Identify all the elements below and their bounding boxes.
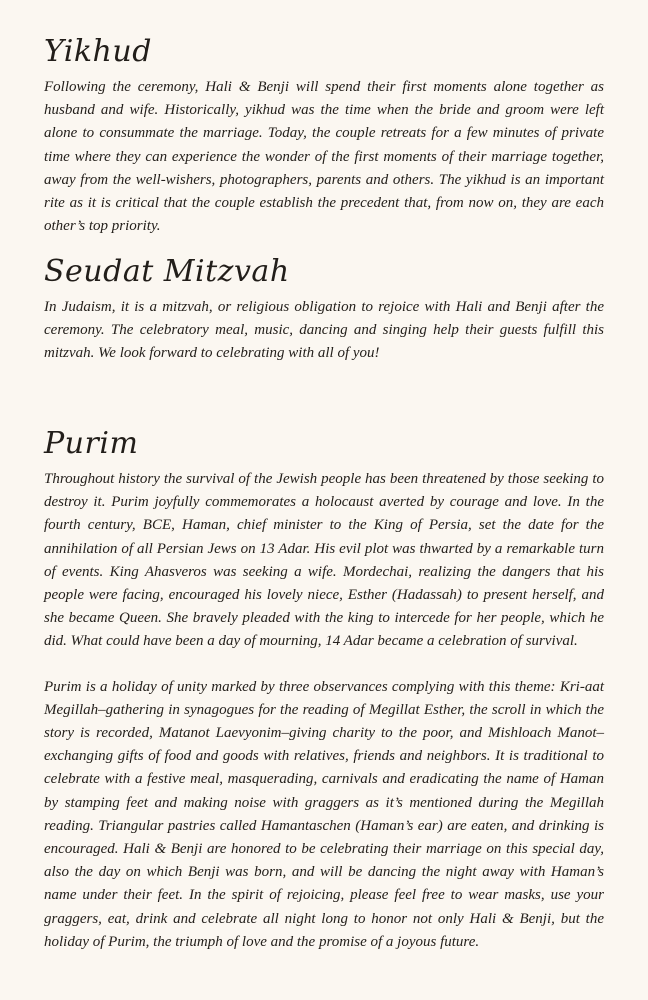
paragraph-spacer bbox=[44, 654, 604, 676]
purim-paragraph-history: Throughout history the survival of the Jewish people has been threatened by those seeking to destroy it. Purim joyfully commemorates a holocaust averted by courage and love. In the fourth century, BCE, Haman, chief minister to the King of Persia, set the date for the annihilation of all Persian Jews on 13 Adar. His evil plot was thwarted by a remarkable turn of events. King Ahasveros was seeking a wife. Mordechai, realizing the dangers that his people were facing, encouraged his lovely niece, Esther (Hadassah) to present herself, and she became Queen. She bravely pleaded with the king to intercede for her people, which he did. What could have been a day of mourning, 14 Adar became a celebration of survival. bbox=[44, 471, 604, 650]
seudat-mitzvah-paragraph: In Judaism, it is a mitzvah, or religious obligation to rejoice with Hali and Benji after the ceremony. The celebratory meal, music, dancing and singing help their guests fulfill this mitzvah. We look forward to celebrating with all of you! bbox=[44, 299, 604, 362]
yikhud-section bbox=[44, 28, 604, 238]
seudat-mitzvah-heading: Seudat Mitzvah bbox=[44, 254, 290, 289]
yikhud-heading: Yikhud bbox=[44, 34, 152, 69]
purim-heading: Purim bbox=[44, 426, 139, 461]
yikhud-paragraph: Following the ceremony, Hali & Benji will spend their first moments alone together as husband and wife. Historically, yikhud was the time when the bride and groom were left alone to consummate the marriage. Today, the couple retreats for a few minutes of private time where they can experience the wonder of the first moments of their marriage together, away from the well-wishers, photographers, parents and others. The yikhud is an important rite as it is critical that the couple establish the precedent that, from now on, they are each other’s top priority. bbox=[44, 79, 604, 235]
purim-paragraph-observances: Purim is a holiday of unity marked by three observances complying with this theme: Kri-aat Megillah–gathering in synagogues for the reading of Megillat Esther, the scroll in which the story is recorded, Matanot Laevyonim–giving charity to the poor, and Mishloach Manot–exchanging gifts of food and goods with relatives, friends and neighbors. It is traditional to celebrate with a festive meal, masquerading, carnivals and eradicating the name of Haman by stamping feet and making noise with graggers as it’s mentioned during the Megillah reading. Triangular pastries called Hamantaschen (Haman’s ear) are eaten, and drinking is encouraged. Hali & Benji are honored to be celebrating their marriage on this special day, also the day on which Benji was born, and will be dancing the night away with Haman’s name under their feet. In the spirit of rejoicing, please feel free to wear masks, use your graggers, eat, drink and celebrate all night long to honor not only Hali & Benji, but the holiday of Purim, the triumph of love and the promise of a joyous future. bbox=[44, 678, 604, 950]
seudat-mitzvah-section bbox=[44, 248, 604, 366]
purim-section bbox=[44, 420, 604, 954]
